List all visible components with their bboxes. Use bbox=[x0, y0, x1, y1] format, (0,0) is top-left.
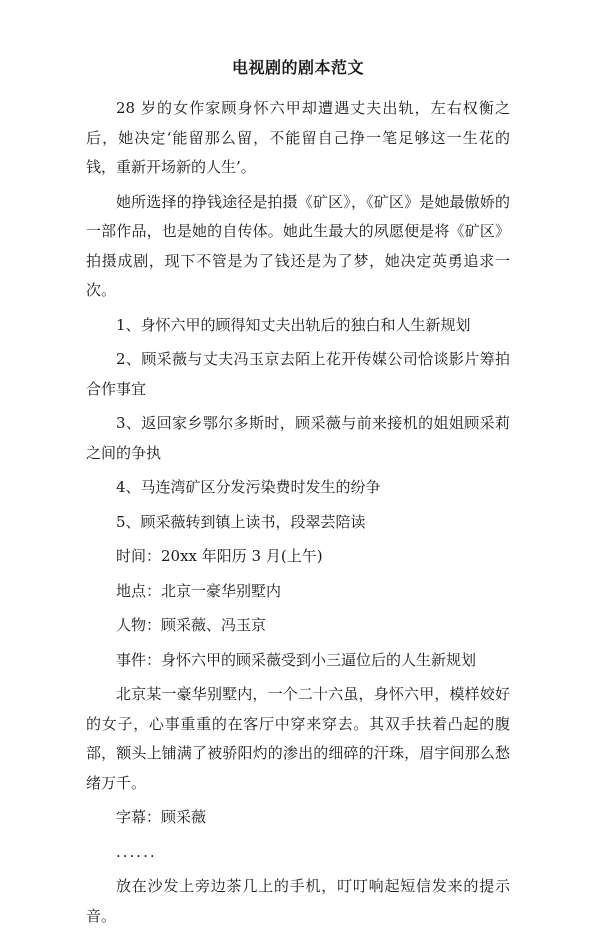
paragraph-intro: 28 岁的女作家顾身怀六甲却遭遇丈夫出轨，左右权衡之后，她决定‘能留那么留，不能留自己挣一笔足够这一生花的钱，重新开场新的人生’。 bbox=[86, 99, 510, 176]
scene-list-item-4: 4、马连湾矿区分发污染费时发生的纷争 bbox=[116, 478, 381, 496]
caption-line: 字幕：顾采薇 bbox=[116, 808, 207, 826]
document-title: 电视剧的剧本范文 bbox=[231, 58, 364, 77]
scene-characters: 人物：顾采薇、冯玉京 bbox=[116, 616, 267, 634]
scene-description: 北京某一豪华别墅内，一个二十六虽，身怀六甲，模样姣好的女子，心事重重的在客厅中穿来穿去。其双手扶着凸起的腹部，额头上铺满了被骄阳灼的渗出的细碎的汗珠，眉宇间那么愁绪万千。 bbox=[86, 685, 510, 792]
phone-notification-line: 放在沙发上旁边茶几上的手机，叮叮响起短信发来的提示音。 bbox=[86, 877, 510, 925]
scene-list-item-5: 5、顾采薇转到镇上读书，段翠芸陪读 bbox=[116, 512, 366, 531]
scene-list-item-3: 3、返回家乡鄂尔多斯时，顾采薇与前来接机的姐姐顾采莉之间的争执 bbox=[86, 414, 510, 462]
ellipsis-line: ...... bbox=[116, 842, 157, 861]
scene-event: 事件：身怀六甲的顾采薇受到小三逼位后的人生新规划 bbox=[116, 650, 477, 669]
scene-location: 地点：北京一豪华别墅内 bbox=[116, 581, 282, 600]
scene-list-item-1: 1、身怀六甲的顾得知丈夫出轨后的独白和人生新规划 bbox=[116, 315, 471, 334]
paragraph-goal: 她所选择的挣钱途径是拍摄《矿区》，《矿区》是她最傲娇的一部作品，也是她的自传体。她此生最大的夙愿便是将《矿区》拍摄成剧，现下不管是为了钱还是为了梦，她决定英勇追求一次。 bbox=[86, 192, 510, 299]
scene-time: 时间：20xx 年阳历 3 月(上午) bbox=[116, 547, 323, 565]
scene-list-item-2: 2、顾采薇与丈夫冯玉京去陌上花开传媒公司恰谈影片筹拍合作事宜 bbox=[86, 350, 510, 398]
